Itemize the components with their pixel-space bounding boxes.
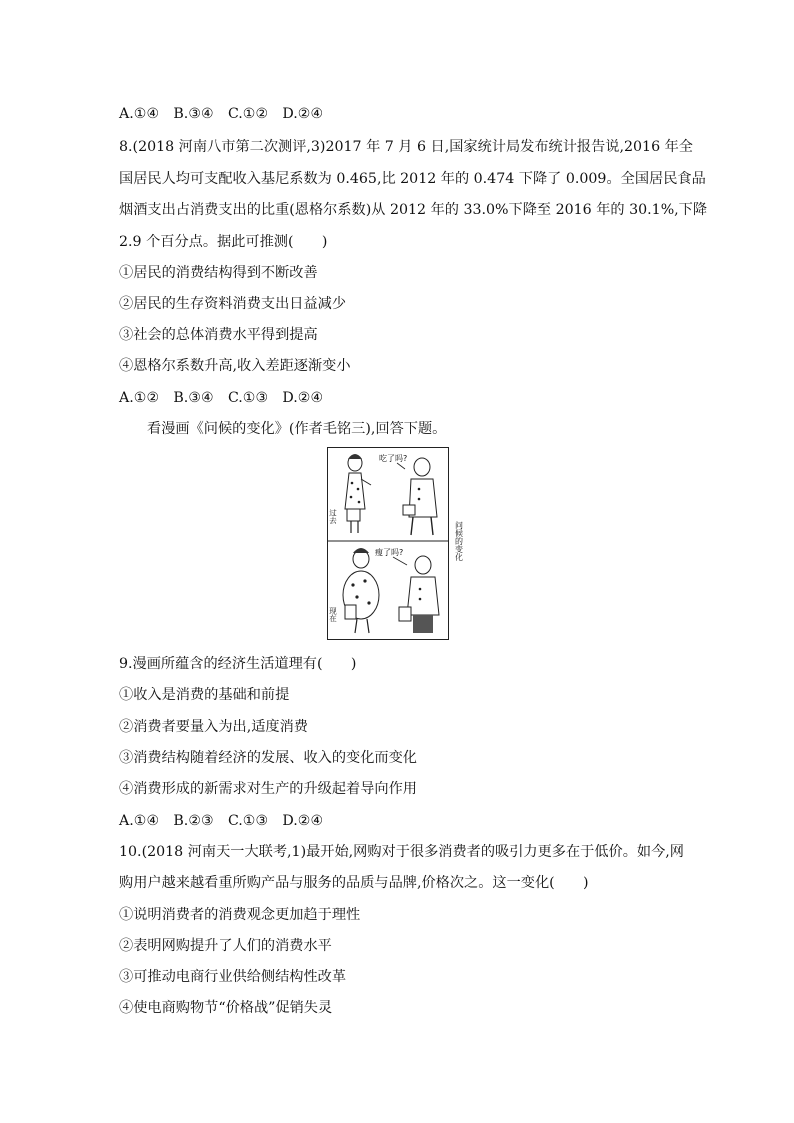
q8-stem-line-1: 8.(2018 河南八市第二次测评,3)2017 年 7 月 6 日,国家统计局发布统计报告说,2016 年全 [119,139,693,155]
present-man-head [415,556,431,574]
q9-choice-2: ②消费者要量入为出,适度消费 [119,719,308,735]
cartoon-side-title: 问候的变化 [454,521,464,561]
q8-options: A.①② B.③④ C.①③ D.②④ [119,390,324,406]
q10-choice-3: ③可推动电商行业供给侧结构性改革 [119,969,347,985]
past-label: 过去 [328,509,338,524]
q8-choice-4: ④恩格尔系数升高,收入差距逐渐变小 [119,358,351,374]
q10-stem-line-1: 10.(2018 河南天一大联考,1)最开始,网购对于很多消费者的吸引力更多在于低价。如今,网 [119,844,684,860]
q8-stem-line-3: 烟酒支出占消费支出的比重(恩格尔系数)从 2012 年的 33.0%下降至 2016 年的 30.1%,下降 [119,202,708,218]
q10-choice-1: ①说明消费者的消费观念更加趋于理性 [119,907,361,923]
present-man-trousers [413,615,433,633]
q10-choice-2: ②表明网购提升了人们的消费水平 [119,938,332,954]
bag [403,505,415,515]
q8-stem-line-4: 2.9 个百分点。据此可推测( ) [119,234,328,250]
man-head [414,458,430,476]
present-man-jacket [407,577,439,615]
present-label: 现在 [328,607,338,622]
q9-choice-3: ③消费结构随着经济的发展、收入的变化而变化 [119,750,417,766]
top-speech-bubble: 吃了吗? [379,454,408,463]
q9-options: A.①④ B.②③ C.①③ D.②④ [119,813,324,829]
cartoon-intro: 看漫画《问候的变化》(作者毛铭三),回答下题。 [147,421,447,437]
gift-box [399,607,411,621]
q8-choice-1: ①居民的消费结构得到不断改善 [119,265,318,281]
q7-options: A.①④ B.③④ C.①② D.②④ [119,106,324,122]
handbag [345,605,356,619]
basket [347,509,360,521]
bottom-speech-bubble: 瘦了吗? [375,548,404,557]
woman-dress [345,473,365,509]
q10-stem-line-2: 购用户越来越看重所购产品与服务的品质与品牌,价格次之。这一变化( ) [119,875,589,891]
q9-stem: 9.漫画所蕴含的经济生活道理有( ) [119,656,357,672]
greeting-cartoon [327,447,470,640]
q8-stem-line-2: 国居民人均可支配收入基尼系数为 0.465,比 2012 年的 0.474 下降了 0.009。全国居民食品 [119,171,706,187]
q8-choice-2: ②居民的生存资料消费支出日益减少 [119,296,347,312]
q9-choice-1: ①收入是消费的基础和前提 [119,687,290,703]
q8-choice-3: ③社会的总体消费水平得到提高 [119,327,318,343]
q10-choice-4: ④使电商购物节“价格战”促销失灵 [119,1000,333,1016]
q9-choice-4: ④消费形成的新需求对生产的升级起着导向作用 [119,781,417,797]
